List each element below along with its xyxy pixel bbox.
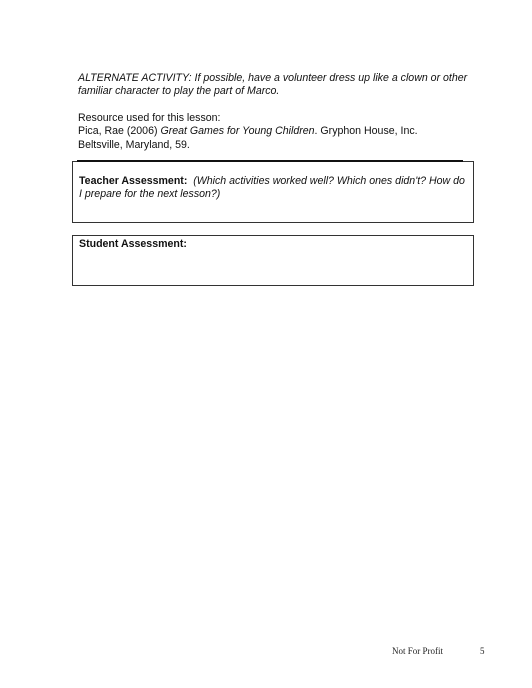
citation-publisher: . Gryphon House, Inc.	[314, 125, 418, 138]
alternate-activity-text: ALTERNATE ACTIVITY: If possible, have a volunteer dress up like a clown or other familiar character to play the part of Marco.	[78, 72, 468, 98]
resource-citation	[78, 125, 478, 138]
student-assessment-text	[79, 238, 465, 251]
page-number: 5	[480, 646, 485, 656]
divider	[77, 160, 463, 162]
teacher-assessment-box	[72, 161, 474, 223]
resource-section	[78, 112, 478, 152]
footer-note: Not For Profit	[392, 646, 444, 656]
student-assessment-label: Student Assessment:	[79, 238, 187, 250]
resource-heading: Resource used for this lesson:	[78, 112, 221, 124]
teacher-assessment-text	[79, 175, 465, 202]
teacher-assessment-label: Teacher Assessment:	[79, 175, 188, 187]
student-assessment-box	[72, 235, 474, 286]
citation-book-title: Great Games for Young Children	[160, 125, 315, 138]
teacher-assessment-prompt: (Which activities worked well? Which ones didn't? How do I prepare for the next lesson?)	[79, 175, 465, 201]
citation-author-year: Pica, Rae (2006)	[78, 125, 161, 138]
citation-location: Beltsville, Maryland, 59.	[78, 138, 190, 151]
